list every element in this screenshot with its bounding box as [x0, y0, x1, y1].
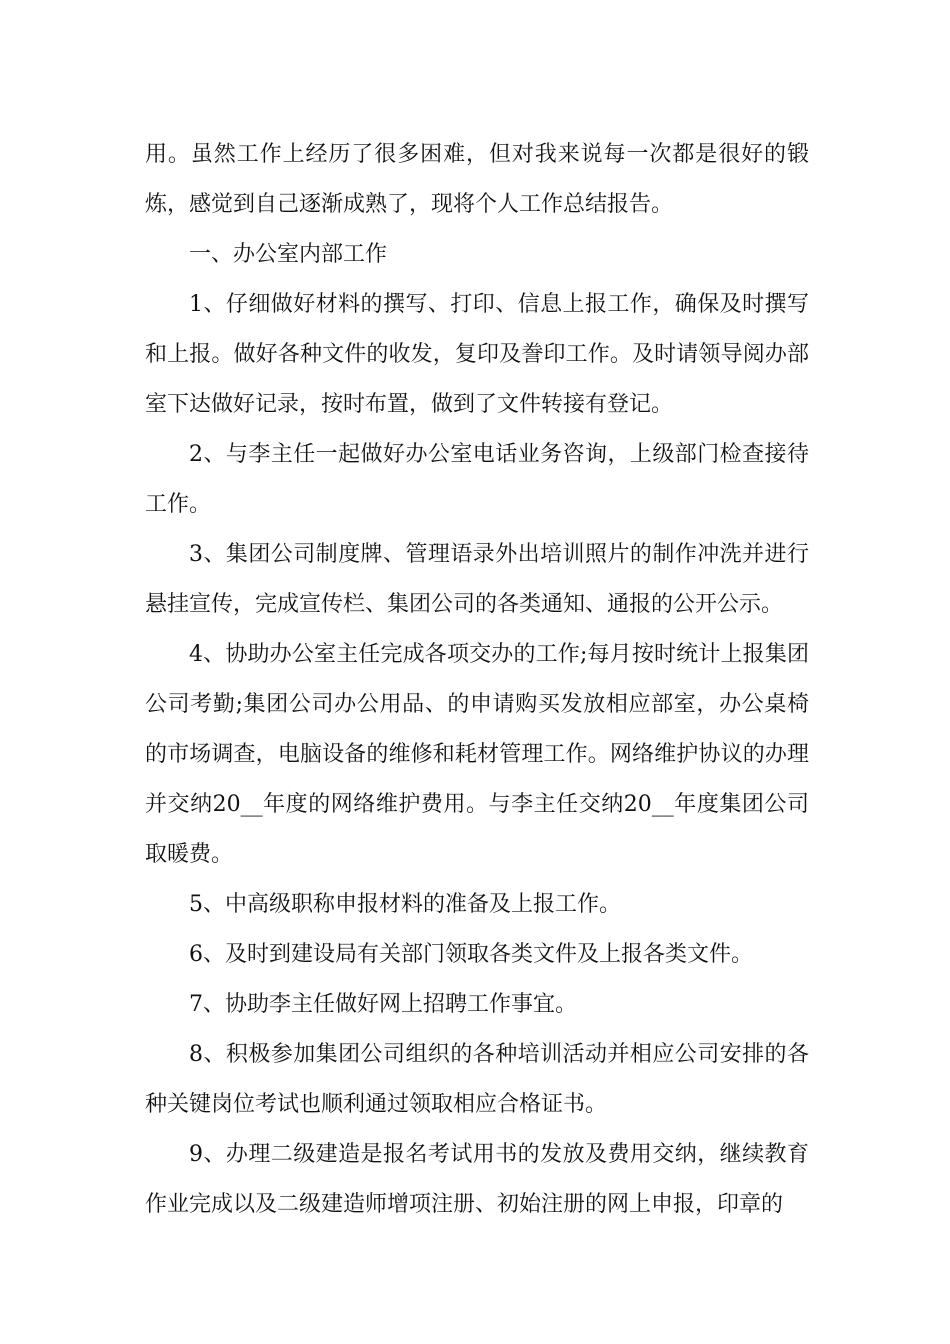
list-item-3: 3、集团公司制度牌、管理语录外出培训照片的制作冲洗并进行悬挂宣传，完成宣传栏、集团公司的各类通知、通报的公开公示。: [145, 542, 809, 617]
paragraph-continuation: 用。虽然工作上经历了很多困难，但对我来说每一次都是很好的锻炼，感觉到自己逐渐成熟了，现将个人工作总结报告。: [145, 142, 809, 217]
list-item-4: 4、协助办公室主任完成各项交办的工作;每月按时统计上报集团公司考勤;集团公司办公用品、的申请购买发放相应部室，办公桌椅的市场调查，电脑设备的维修和耗材管理工作。网络维护协议的办理并交纳20__年度的网络维护费用。与李主任交纳20__年度集团公司取暖费。: [145, 642, 809, 867]
list-item-6: 6、及时到建设局有关部门领取各类文件及上报各类文件。: [189, 942, 753, 967]
list-item-1: 1、仔细做好材料的撰写、打印、信息上报工作，确保及时撰写和上报。做好各种文件的收发，复印及誊印工作。及时请领导阅办部室下达做好记录，按时布置，做到了文件转接有登记。: [145, 292, 809, 417]
list-item-8: 8、积极参加集团公司组织的各种培训活动并相应公司安排的各种关键岗位考试也顺利通过领取相应合格证书。: [145, 1042, 809, 1117]
list-item-7: 7、协助李主任做好网上招聘工作事宜。: [189, 992, 577, 1017]
list-item-2: 2、与李主任一起做好办公室电话业务咨询，上级部门检查接待工作。: [145, 442, 809, 517]
document-body: [145, 130, 809, 1230]
list-item-9: 9、办理二级建造是报名考试用书的发放及费用交纳，继续教育作业完成以及二级建造师增项注册、初始注册的网上申报，印章的: [145, 1142, 809, 1217]
section-heading: 一、办公室内部工作: [189, 242, 388, 267]
list-item-5: 5、中高级职称申报材料的准备及上报工作。: [189, 892, 621, 917]
